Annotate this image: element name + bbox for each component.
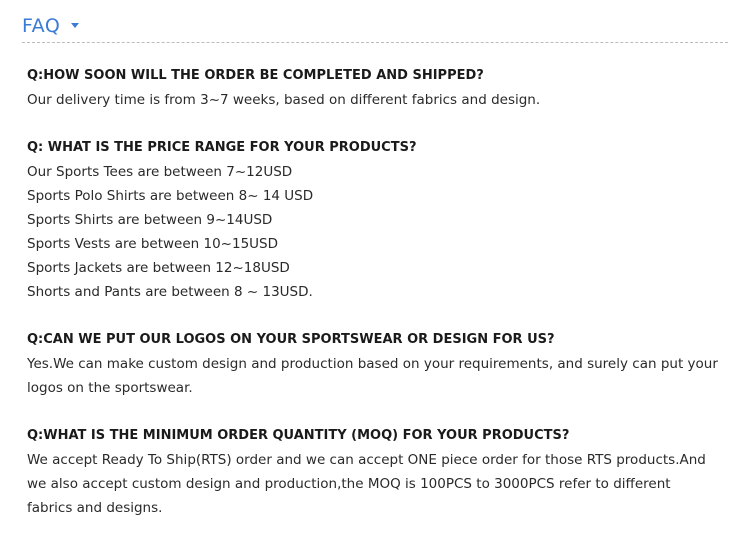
faq-header[interactable] [22,12,728,43]
price-line: Our Sports Tees are between 7~12USD [27,164,293,180]
faq-item-moq [27,424,727,520]
faq-item-price-range [27,136,727,304]
price-line: Sports Vests are between 10~15USD [27,236,279,252]
faq-title[interactable]: FAQ [22,15,61,37]
faq-item-logos [27,328,727,400]
faq-question: Q:WHAT IS THE MINIMUM ORDER QUANTITY (MOQ) FOR YOUR PRODUCTS? [27,428,570,443]
faq-question: Q: WHAT IS THE PRICE RANGE FOR YOUR PRODUCTS? [27,140,417,155]
price-line: Sports Polo Shirts are between 8~ 14 USD [27,188,314,204]
price-line: Sports Shirts are between 9~14USD [27,212,273,228]
faq-item-delivery [27,64,727,112]
price-line: Shorts and Pants are between 8 ~ 13USD. [27,284,313,300]
faq-list [27,64,727,544]
faq-answer: Our delivery time is from 3~7 weeks, based on different fabrics and design. [27,92,541,108]
price-line: Sports Jackets are between 12~18USD [27,260,290,276]
faq-question: Q:CAN WE PUT OUR LOGOS ON YOUR SPORTSWEAR OR DESIGN FOR US? [27,332,555,347]
faq-answer: We accept Ready To Ship(RTS) order and we can accept ONE piece order for those RTS products.And we also accept custom design and production,the MOQ is 100PCS to 3000PCS refer to different fabrics and designs. [27,452,706,516]
faq-question: Q:HOW SOON WILL THE ORDER BE COMPLETED AND SHIPPED? [27,68,484,83]
faq-answer: Yes.We can make custom design and production based on your requirements, and surely can put your logos on the sportswear. [27,356,718,396]
caret-down-icon[interactable] [71,23,79,28]
